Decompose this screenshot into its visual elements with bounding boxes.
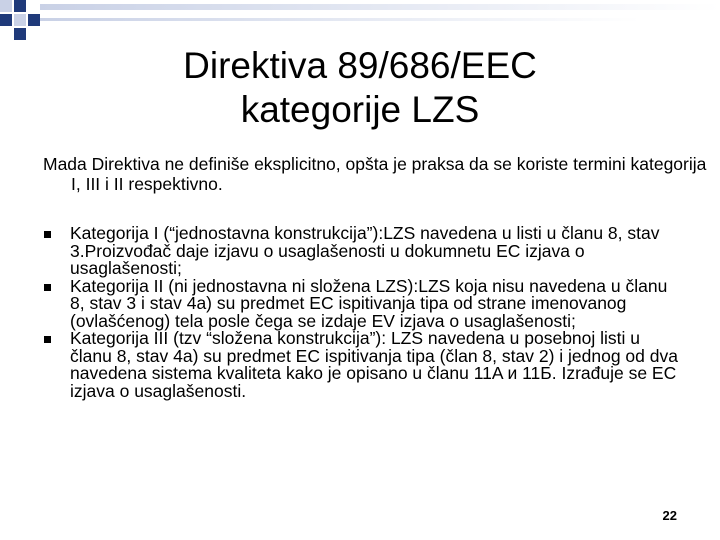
page-number: 22 [662, 508, 677, 523]
corner-decoration [0, 0, 720, 40]
list-item-text: Kategorija II (ni jednostavna ni složena LZS):LZS koja nisu navedena u članu 8, stav 3 i stav 4a) su predmet EC ispitivanja tipa od strane imenovanog (ovlašćenog) tela posle čega se izdaje EV izjava o usaglašenosti; [70, 275, 668, 331]
intro-paragraph: Mada Direktiva ne definiše eksplicitno, opšta je praksa da se koriste termini kategorija I, III i II respektivno. [43, 154, 707, 194]
list-item [43, 275, 683, 331]
list-item [43, 225, 683, 278]
title-line-2: kategorije LZS [240, 89, 480, 130]
square-bullet-icon [44, 284, 51, 291]
title-line-1: Direktiva 89/686/EEC [183, 45, 537, 86]
category-list [43, 225, 683, 400]
list-item [43, 330, 683, 400]
list-item-text: Kategorija III (tzv “složena konstrukcija”): LZS navedena u posebnoj listi u članu 8, stav 4a) su predmet EC ispitivanja tipa (član 8, stav 2) i jednog od dva navedena sistema kvaliteta kako je opisano u članu 11A и 11Б. Izrađuje se EC izjava o usaglašenosti. [70, 328, 678, 401]
square-bullet-icon [44, 336, 51, 343]
square-bullet-icon [44, 231, 51, 238]
list-item-text: Kategorija I (“jednostavna konstrukcija”):LZS navedena u listi u članu 8, stav 3.Proizvođač daje izjavu o usaglašenosti u dokumnetu EC izjava o usaglašenosti; [70, 223, 660, 278]
slide-title [90, 44, 630, 132]
